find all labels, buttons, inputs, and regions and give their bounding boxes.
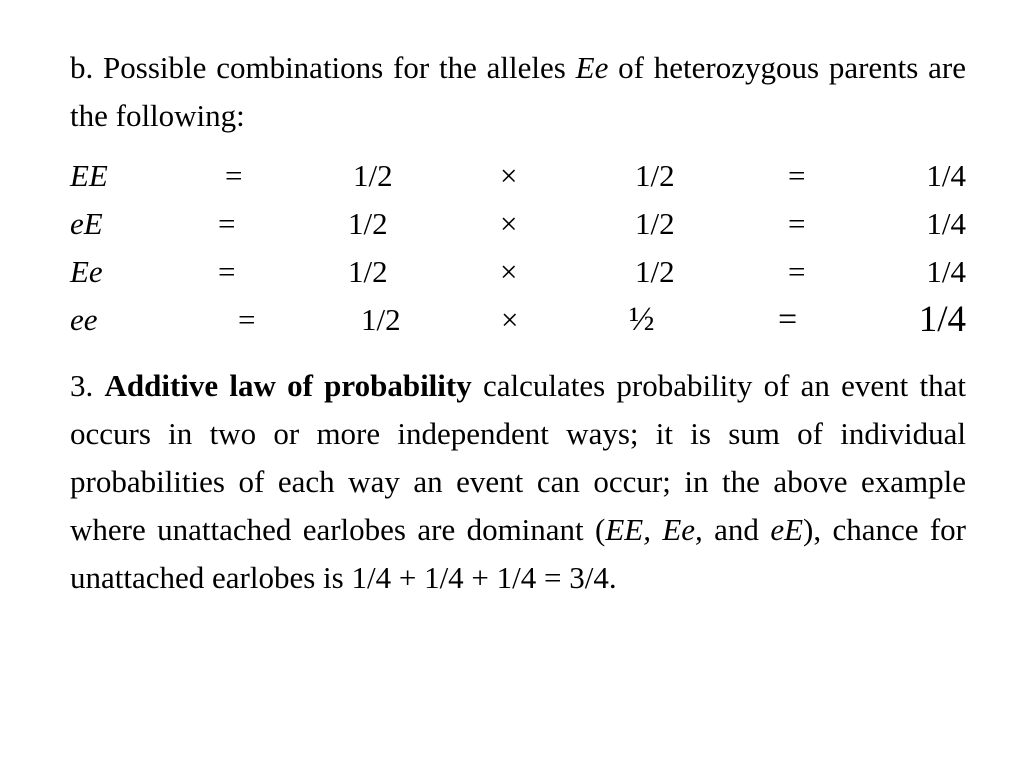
combination-row: [70, 248, 966, 296]
combinations-table: [70, 152, 966, 352]
slide-content: [70, 44, 966, 602]
times-sign: ×: [500, 206, 518, 241]
separator: [651, 512, 662, 547]
additive-law-text-2: ), chance for unattached earlobes is 1/4 + 1/4 + 1/4 = 3/4.: [70, 512, 967, 595]
genotype-label: EE: [70, 158, 108, 193]
times-sign: ×: [501, 302, 519, 337]
intro-alleles: Ee: [575, 50, 609, 85]
separator: and: [702, 512, 771, 547]
times-sign: ×: [500, 254, 518, 289]
genotype-ee-dominant: EE,: [605, 512, 651, 547]
equals-sign: =: [778, 301, 798, 338]
first-probability: 1/2: [348, 254, 388, 289]
genotype-label: Ee: [70, 254, 103, 289]
second-probability: 1/2: [635, 158, 675, 193]
second-probability: 1/2: [635, 254, 675, 289]
result-probability: 1/4: [926, 158, 966, 193]
equals-sign: =: [788, 206, 806, 241]
equals-sign: =: [218, 206, 236, 241]
first-probability: 1/2: [353, 158, 393, 193]
intro-text-suffix: of heterozygous parents are the following:: [70, 50, 966, 133]
combination-row: [70, 152, 966, 200]
first-probability: 1/2: [348, 206, 388, 241]
equals-sign: =: [225, 158, 243, 193]
intro-text-prefix: b. Possible combinations for the alleles: [70, 50, 576, 85]
equals-sign: =: [218, 254, 236, 289]
result-probability: 1/4: [918, 299, 966, 340]
second-probability: 1/2: [635, 206, 675, 241]
equals-sign: =: [788, 158, 806, 193]
equals-sign: =: [238, 302, 256, 337]
genotype-label: ee: [70, 302, 98, 337]
equals-sign: =: [788, 254, 806, 289]
genotype-label: eE: [70, 206, 103, 241]
first-probability: 1/2: [361, 302, 401, 337]
result-probability: 1/4: [926, 206, 966, 241]
combination-row: [70, 200, 966, 248]
second-probability: ½: [629, 301, 655, 338]
additive-law-term: Additive law of probability: [104, 368, 472, 403]
result-probability: 1/4: [926, 254, 966, 289]
genotype-ee-het-rev: eE: [770, 512, 804, 547]
paragraph-combinations-intro: [70, 44, 966, 140]
section-number: 3.: [70, 368, 105, 403]
paragraph-additive-law: [70, 362, 966, 602]
genotype-ee-het: Ee,: [662, 512, 703, 547]
additive-law-text-1: calculates probability of an event that occurs in two or more independent ways; it is sum of individual probabilities of each way an event can occur; in the above example where unattached earlobes are dominant (: [70, 368, 966, 547]
combination-row: [70, 296, 966, 352]
times-sign: ×: [500, 158, 518, 193]
